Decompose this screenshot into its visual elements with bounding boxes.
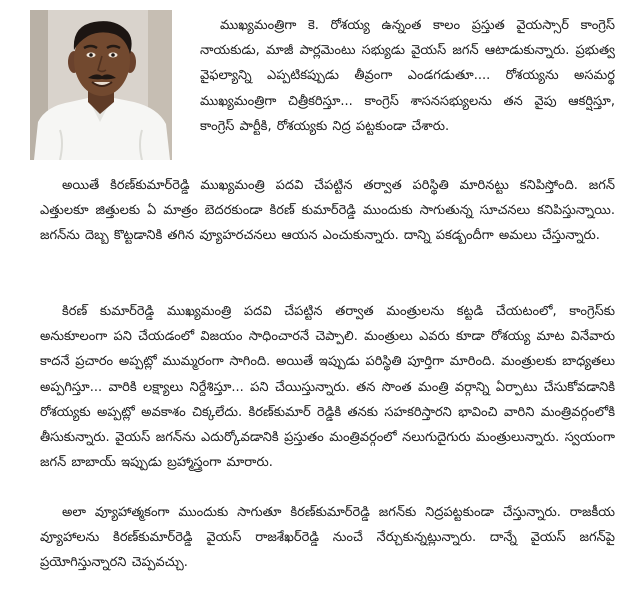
portrait-photo bbox=[30, 10, 172, 160]
article-paragraph-2: అయితే కిరణ్‌కుమార్‌రెడ్డి ముఖ్యమంత్రి పదవి చేపట్టిన తర్వాత పరిస్థితి మారినట్టు కనిపిస్తోంది. జగన్ ఎత్తులకూ జిత్తులకు ఏ మాత్రం బెదరకుండా కిరణ్ కుమార్‌రెడ్డి ముందుకు సాగుతున్న సూచనలు కనిపిస్తున్నాయి. జగన్‌ను దెబ్బ కొట్టడానికి తగిన వ్యూహరచనలు ఆయన ఎంచుకున్నారు. దాన్ని పకడ్బందీగా అమలు చేస్తున్నారు. bbox=[40, 178, 615, 244]
portrait-illustration bbox=[30, 10, 172, 160]
article-paragraph-3: కిరణ్ కుమార్‌రెడ్డి ముఖ్యమంత్రి పదవి చేపట్టిన తర్వాత మంత్రులను కట్టడి చేయటంలో, కాంగ్రెస్‌కు అనుకూలంగా పని చేయడంలో విజయం సాధించారనే చెప్పాలి. మంత్రులు ఎవరు కూడా రోశయ్య మాట వినేవారు కాదనే ప్రచారం అప్పట్లో ముమ్మరంగా సాగింది. అయితే ఇప్పుడు పరిస్థితి పూర్తిగా మారింది. మంత్రులకు బాధ్యతలు అప్పగిస్తూ... వారికి లక్ష్యాలు నిర్దేశిస్తూ... పని చేయిస్తున్నారు. తన సొంత మంత్రి వర్గాన్ని ఏర్పాటు చేసుకోవడానికి రోశయ్యకు అప్పట్లో అవకాశం చిక్కలేదు. కిరణ్‌కుమార్ రెడ్డికి తనకు సహకరిస్తారని భావించి వారిని మంత్రివర్గంలోకి తీసుకున్నారు. వైయస్ జగన్‌ను ఎదుర్కోవడానికి ప్రస్తుతం మంత్రివర్గంలో నలుగుదైగురు మంత్రులున్నారు. స్వయంగా జగన్ బాబాయ్ ఇప్పుడు బ్రహ్మాస్త్రంగా మారారు. bbox=[40, 304, 615, 471]
article-paragraph-1: ముఖ్యమంత్రిగా కె. రోశయ్య ఉన్నంత కాలం ప్రస్తుత వైయస్సార్ కాంగ్రెస్ నాయకుడు, మాజీ పార్లమెంటు సభ్యుడు వైయస్ జగన్ ఆటాడుకున్నారు. ప్రభుత్వ వైఫల్యాన్ని ఎప్పటికప్పుడు తీవ్రంగా ఎండగడుతూ.... రోశయ్యను అసమర్థ ముఖ్యమంత్రిగా చిత్రీకరిస్తూ... కాంగ్రెస్ శాసనసభ్యులను తన వైపు ఆకర్షిస్తూ, కాంగ్రెస్ పార్టీకి, రోశయ్యకు నిద్ర పట్టకుండా చేశారు. bbox=[200, 18, 615, 134]
article-paragraph-4: అలా వ్యూహాత్మకంగా ముందుకు సాగుతూ కిరణ్‌కుమార్‌రెడ్డి జగన్‌కు నిద్రపట్టకుండా చేస్తున్నారు. రాజకీయ వ్యూహాలను కిరణ్‌కుమార్‌రెడ్డి వైయస్ రాజశేఖర్‌రెడ్డి నుంచే నేర్చుకున్నట్లున్నారు. దాన్నే వైయస్ జగన్‌పై ప్రయోగిస్తున్నారని చెప్పవచ్చు. bbox=[40, 505, 615, 571]
